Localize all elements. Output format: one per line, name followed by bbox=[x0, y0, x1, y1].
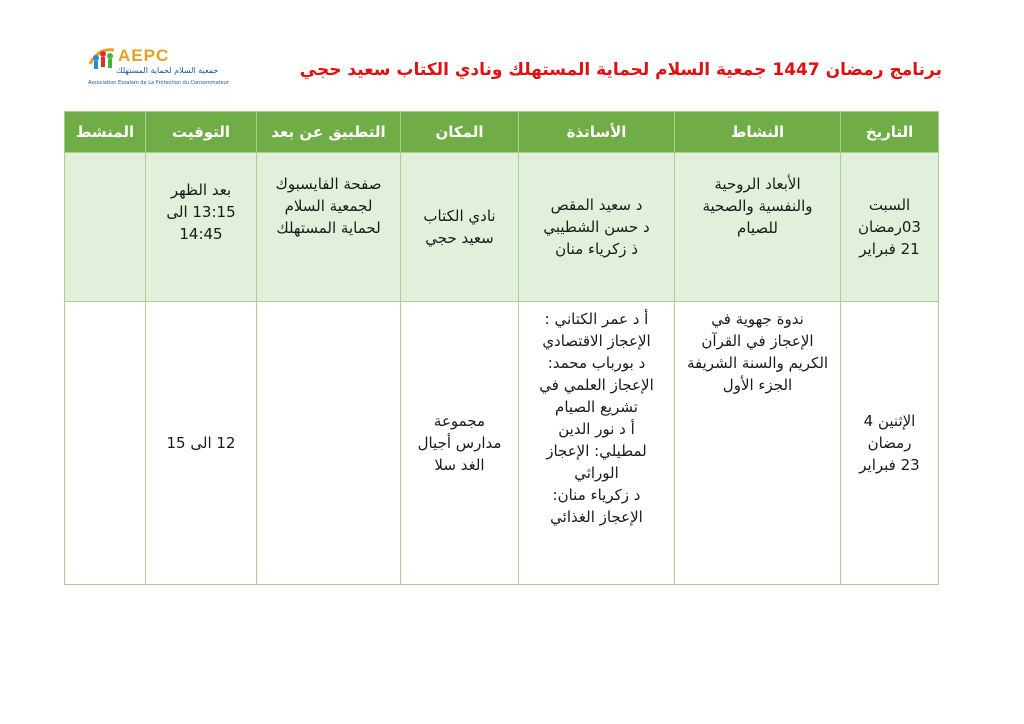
cell-line: لحماية المستهلك bbox=[276, 219, 381, 237]
table-header-row bbox=[65, 112, 939, 153]
association-logo bbox=[88, 44, 229, 94]
cell-line: لجمعية السلام bbox=[284, 197, 373, 215]
cell-professors bbox=[519, 153, 675, 302]
cell-remote-app bbox=[257, 302, 401, 585]
cell-line: بعد الظهر bbox=[170, 181, 232, 199]
cell-remote-app bbox=[257, 153, 401, 302]
cell-line: ندوة جهوية في bbox=[711, 310, 804, 328]
cell-line: رمضان bbox=[867, 434, 912, 452]
cell-line: أ د عمر الكتاني : bbox=[544, 310, 649, 328]
cell-line: السبت bbox=[868, 196, 911, 214]
cell-line: 23 فبراير bbox=[859, 456, 920, 474]
cell-line: الوراثي bbox=[574, 464, 619, 482]
cell-line: ذ زكرياء منان bbox=[555, 240, 638, 258]
page-title: برنامج رمضان 1447 جمعية السلام لحماية المستهلك ونادي الكتاب سعيد حجي bbox=[299, 60, 942, 80]
cell-facilitator bbox=[65, 153, 146, 302]
cell-date bbox=[841, 153, 939, 302]
cell-line: لمطيلي: الإعجاز bbox=[546, 442, 647, 460]
cell-line: الأبعاد الروحية bbox=[714, 175, 801, 193]
cell-line: الإعجاز الاقتصادي bbox=[542, 332, 651, 350]
cell-line: مجموعة bbox=[433, 412, 486, 430]
cell-line: مدارس أجيال bbox=[417, 434, 502, 452]
cell-line: د زكرياء منان: bbox=[552, 486, 641, 504]
cell-timing bbox=[146, 153, 257, 302]
cell-line: 21 فبراير bbox=[859, 240, 920, 258]
header-timing: التوقيت bbox=[146, 112, 257, 153]
header-facilitator: المنشط bbox=[65, 112, 146, 153]
cell-line: صفحة الفايسبوك bbox=[275, 175, 382, 193]
logo-arabic-name: جمعية السلام لحماية المستهلك bbox=[116, 66, 219, 75]
cell-facilitator bbox=[65, 302, 146, 585]
cell-timing bbox=[146, 302, 257, 585]
cell-activity bbox=[675, 153, 841, 302]
cell-line: 12 الى 15 bbox=[166, 434, 236, 452]
cell-line: 03رمضان bbox=[858, 218, 921, 236]
cell-line: سعيد حجي bbox=[425, 229, 494, 247]
table-row bbox=[65, 302, 939, 585]
cell-professors bbox=[519, 302, 675, 585]
cell-line: الإعجاز في القرآن bbox=[701, 332, 814, 350]
cell-line: والنفسية والصحية bbox=[702, 197, 813, 215]
cell-line: تشريع الصيام bbox=[555, 398, 638, 416]
cell-line: الإثنين 4 bbox=[863, 412, 916, 430]
cell-line: الكريم والسنة الشريفة bbox=[686, 354, 829, 372]
cell-line: 13:15 الى bbox=[166, 203, 236, 221]
cell-place bbox=[401, 302, 519, 585]
header-remote-app: التطبيق عن بعد bbox=[257, 112, 401, 153]
cell-place bbox=[401, 153, 519, 302]
cell-line: الإعجاز الغذائي bbox=[550, 508, 643, 526]
logo-abbreviation: AEPC bbox=[118, 46, 170, 65]
cell-line: د سعيد المقص bbox=[550, 196, 643, 214]
header-place: المكان bbox=[401, 112, 519, 153]
program-table bbox=[64, 111, 939, 585]
logo-french-name: Association Essalam de La Protection du Consommateur bbox=[88, 80, 229, 86]
cell-activity bbox=[675, 302, 841, 585]
cell-date bbox=[841, 302, 939, 585]
cell-line: الغد سلا bbox=[434, 456, 485, 474]
cell-line: للصيام bbox=[737, 219, 778, 237]
cell-line: الجزء الأول bbox=[722, 376, 793, 394]
cell-line: نادي الكتاب bbox=[423, 207, 496, 225]
cell-line: الإعجاز العلمي في bbox=[539, 376, 654, 394]
header-date: التاريخ bbox=[841, 112, 939, 153]
header-professors: الأساتذة bbox=[519, 112, 675, 153]
cell-line: د حسن الشطيبي bbox=[543, 218, 650, 236]
cell-line: 14:45 bbox=[179, 225, 223, 243]
header-activity: النشاط bbox=[675, 112, 841, 153]
table-row bbox=[65, 153, 939, 302]
cell-line: د بورباب محمد: bbox=[547, 354, 646, 372]
cell-line: أ د نور الدين bbox=[558, 420, 635, 438]
